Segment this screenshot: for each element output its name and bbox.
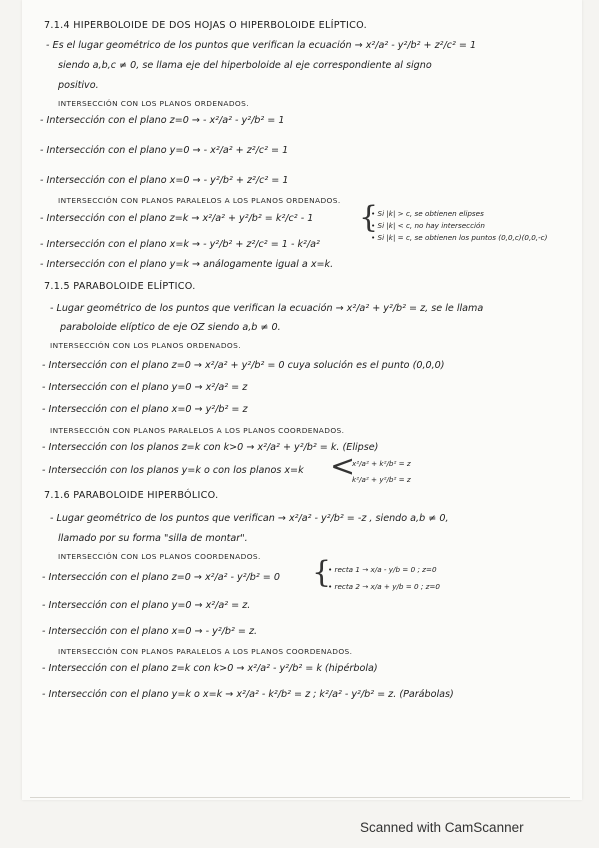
brace: {	[312, 555, 332, 590]
body-line: paraboloide elíptico de eje OZ siendo a,b ≠ 0.	[60, 322, 281, 333]
case-item: • Si |k| < c, no hay intersección	[371, 221, 485, 230]
scanner-watermark: Scanned with CamScanner	[360, 820, 524, 835]
section-heading-7-1-6: 7.1.6 PARABOLOIDE HIPERBÓLICO.	[44, 490, 219, 501]
list-item: - Intersección con el plano y=0 → - x²/a² + z²/c² = 1	[40, 145, 289, 156]
subheading: INTERSECCIÓN CON PLANOS PARALELOS A LOS PLANOS COORDENADOS.	[58, 647, 353, 656]
list-item: - Intersección con el plano x=0 → - y²/b² + z²/c² = 1	[40, 175, 289, 186]
list-item: - Intersección con el plano z=k → x²/a² + y²/b² = k²/c² - 1	[40, 213, 314, 224]
list-item: - Intersección con los planos y=k o con los planos x=k	[42, 465, 304, 476]
body-line: - Lugar geométrico de los puntos que verifican → x²/a² - y²/b² = -z , siendo a,b ≠ 0,	[50, 513, 449, 524]
body-line: - Es el lugar geométrico de los puntos que verifican la ecuación → x²/a² - y²/b² + z²/c² = 1	[46, 40, 477, 51]
list-item: - Intersección con el plano z=0 → x²/a² + y²/b² = 0 cuya solución es el punto (0,0,0)	[42, 360, 445, 371]
section-heading-7-1-5: 7.1.5 PARABOLOIDE ELÍPTICO.	[44, 281, 196, 292]
list-item: - Intersección con el plano y=k → análogamente igual a x=k.	[40, 259, 334, 270]
case-item: k²/a² + y²/b² = z	[352, 475, 411, 484]
list-item: - Intersección con el plano y=0 → x²/a² = z	[42, 382, 248, 393]
case-item: • Si |k| > c, se obtienen elipses	[371, 209, 484, 218]
list-item: - Intersección con el plano x=0 → - y²/b² = z.	[42, 626, 258, 637]
list-item: - Intersección con el plano y=0 → x²/a² = z.	[42, 600, 251, 611]
body-line: llamado por su forma "silla de montar".	[58, 533, 248, 544]
brace: <	[330, 449, 356, 484]
list-item: - Intersección con los planos z=k con k>0 → x²/a² + y²/b² = k. (Elipse)	[42, 442, 379, 453]
subheading: INTERSECCIÓN CON LOS PLANOS COORDENADOS.	[58, 552, 261, 561]
brace: {	[359, 200, 379, 235]
list-item: - Intersección con el plano z=0 → x²/a² - y²/b² = 0	[42, 572, 280, 583]
subheading: INTERSECCIÓN CON PLANOS PARALELOS A LOS PLANOS ORDENADOS.	[58, 196, 341, 205]
list-item: - Intersección con el plano x=k → - y²/b² + z²/c² = 1 - k²/a²	[40, 239, 320, 250]
list-item: - Intersección con el plano z=k con k>0 → x²/a² - y²/b² = k (hipérbola)	[42, 663, 378, 674]
case-item: • recta 2 → x/a + y/b = 0 ; z=0	[328, 582, 440, 591]
section-heading-7-1-4: 7.1.4 HIPERBOLOIDE DE DOS HOJAS O HIPERBOLOIDE ELÍPTICO.	[44, 20, 367, 31]
case-item: • recta 1 → x/a - y/b = 0 ; z=0	[328, 565, 437, 574]
list-item: - Intersección con el plano x=0 → y²/b² = z	[42, 404, 248, 415]
case-item: • Si |k| = c, se obtienen los puntos (0,0,c)(0,0,-c)	[371, 233, 548, 242]
scanned-page	[22, 0, 582, 800]
body-line: positivo.	[58, 80, 99, 91]
page-edge-divider	[30, 797, 570, 798]
body-line: - Lugar geométrico de los puntos que verifican la ecuación → x²/a² + y²/b² = z, se le llama	[50, 303, 484, 314]
subheading: INTERSECCIÓN CON PLANOS PARALELOS A LOS PLANOS COORDENADOS.	[50, 426, 345, 435]
list-item: - Intersección con el plano z=0 → - x²/a² - y²/b² = 1	[40, 115, 285, 126]
body-line: siendo a,b,c ≠ 0, se llama eje del hiperboloide al eje correspondiente al signo	[58, 60, 432, 71]
subheading: INTERSECCIÓN CON LOS PLANOS ORDENADOS.	[58, 99, 249, 108]
subheading: INTERSECCIÓN CON LOS PLANOS ORDENADOS.	[50, 341, 241, 350]
case-item: x²/a² + k²/b² = z	[352, 459, 411, 468]
list-item: - Intersección con el plano y=k o x=k → x²/a² - k²/b² = z ; k²/a² - y²/b² = z. (Parábolas)	[42, 689, 454, 700]
